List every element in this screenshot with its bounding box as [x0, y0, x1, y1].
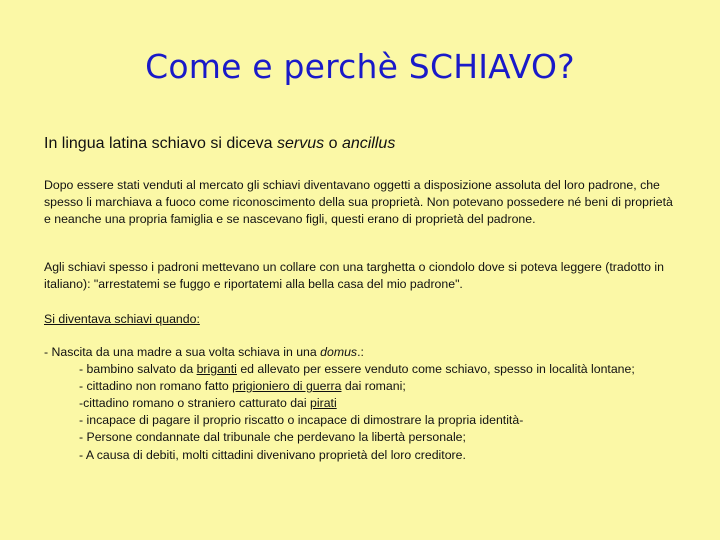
list-item-text: -cittadino romano o straniero catturato dai — [79, 396, 311, 411]
list-item-text: - bambino salvato da — [79, 362, 197, 377]
section-heading — [44, 311, 200, 328]
list-item-brigands — [44, 361, 684, 378]
subtitle-italic-servus: servus — [277, 135, 325, 152]
list-item-birth — [44, 344, 684, 361]
section-heading-text: Si diventava schiavi quando: — [44, 312, 200, 326]
list-item-italic-domus: domus — [320, 345, 358, 359]
link-pirati[interactable]: pirati — [310, 396, 337, 411]
list-item-text: ed allevato per essere venduto come schiavo, spesso in località lontane; — [236, 362, 635, 377]
list-item-text: - Nascita da una madre a sua volta schiava in una — [44, 345, 321, 359]
list-item-text: dai romani; — [341, 379, 406, 394]
subtitle — [44, 133, 684, 155]
list-item-text: .: — [357, 345, 364, 359]
link-briganti[interactable]: briganti — [196, 362, 237, 377]
link-prigioniero-di-guerra[interactable]: prigioniero di guerra — [232, 379, 342, 394]
slide-title: Come e perchè SCHIAVO? — [145, 47, 575, 86]
subtitle-conjunction: o — [324, 135, 342, 152]
list-item-pirates — [44, 395, 684, 412]
paragraph-collar: Agli schiavi spesso i padroni mettevano un collare con una targhetta o ciondolo dove si poteva leggere (tradotto in italiano): "arrestatemi se fuggo e riportatemi alla bella casa del mio padrone". — [44, 260, 665, 292]
list-item-debts: - A causa di debiti, molti cittadini divenivano proprietà del loro creditore. — [79, 447, 466, 462]
subtitle-italic-ancillus: ancillus — [341, 135, 396, 152]
list-item-condemned: - Persone condannate dal tribunale che perdevano la libertà personale; — [79, 430, 466, 445]
list-item-ransom: - incapace di pagare il proprio riscatto o incapace di dimostrare la propria identità- — [79, 413, 524, 428]
subtitle-text: In lingua latina schiavo si diceva — [44, 135, 278, 152]
list-item-prisoner — [44, 378, 684, 395]
slide-content — [44, 133, 684, 462]
paragraph-ownership: Dopo essere stati venduti al mercato gli schiavi diventavano oggetti a disposizione assoluta del loro padrone, che spesso li marchiava a fuoco come riconoscimento della sua proprietà. Non potevano possedere né beni di proprietà e neanche una propria famiglia e se nascevano figli, questi erano di proprietà del padrone. — [44, 178, 673, 227]
list-item-text: - cittadino non romano fatto — [79, 379, 233, 394]
causes-list — [44, 344, 684, 464]
